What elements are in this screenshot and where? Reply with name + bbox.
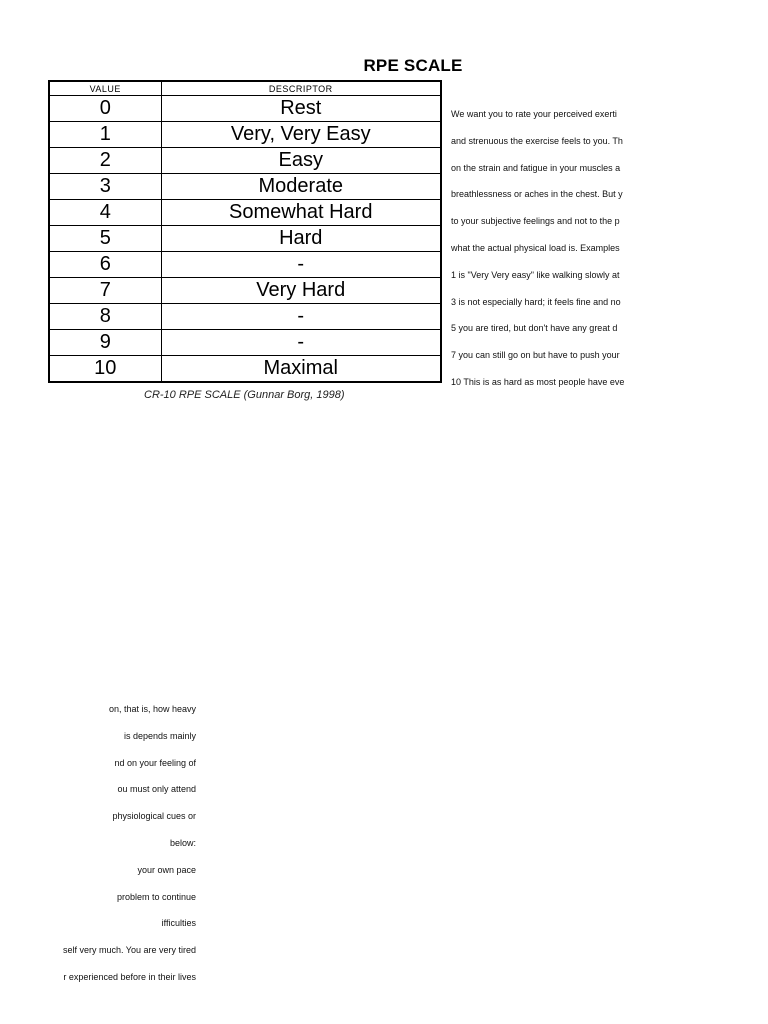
- instruction-line: breathlessness or aches in the chest. But y: [451, 189, 623, 200]
- table-row: [49, 278, 441, 304]
- rpe-table: [48, 80, 442, 383]
- instruction-line: ifficulties: [161, 918, 196, 929]
- descriptor-cell: -: [161, 304, 441, 330]
- table-row: [49, 304, 441, 330]
- instruction-line: 10 This is as hard as most people have eve: [451, 376, 625, 387]
- value-cell: 3: [49, 174, 161, 200]
- table-caption: CR-10 RPE SCALE (Gunnar Borg, 1998): [144, 389, 345, 401]
- value-cell: 7: [49, 278, 161, 304]
- table-row: [49, 148, 441, 174]
- instruction-line: is depends mainly: [123, 730, 196, 741]
- page-title: RPE SCALE: [363, 56, 463, 75]
- instruction-line: to your subjective feelings and not to the p: [451, 216, 620, 227]
- table-row: [49, 174, 441, 200]
- value-cell: 4: [49, 200, 161, 226]
- descriptor-cell: Easy: [161, 148, 441, 174]
- instruction-line: 1 is "Very Very easy" like walking slowly at: [451, 269, 620, 280]
- instruction-line: on, that is, how heavy: [108, 704, 196, 714]
- instruction-line: 3 is not especially hard; it feels fine and no: [451, 296, 621, 307]
- table-row: [49, 96, 441, 122]
- instruction-line: self very much. You are very tired: [62, 945, 196, 956]
- instruction-line: your own pace: [137, 864, 196, 875]
- instruction-line: ou must only attend: [117, 784, 196, 795]
- value-cell: 1: [49, 122, 161, 148]
- instruction-line: r experienced before in their lives: [63, 971, 196, 982]
- instruction-line: problem to continue: [116, 891, 196, 902]
- value-cell: 2: [49, 148, 161, 174]
- descriptor-cell: Maximal: [161, 356, 441, 383]
- instructions-left-column: [451, 108, 632, 403]
- instruction-line: We want you to rate your perceived exerti: [451, 109, 617, 119]
- value-cell: 6: [49, 252, 161, 278]
- instruction-line: 7 you can still go on but have to push your: [451, 350, 620, 361]
- instruction-line: physiological cues or: [112, 811, 196, 822]
- descriptor-cell: -: [161, 330, 441, 356]
- descriptor-cell: Very Hard: [161, 278, 441, 304]
- descriptor-cell: Rest: [161, 96, 441, 122]
- table-row: [49, 252, 441, 278]
- instruction-line: below:: [169, 837, 196, 848]
- table-row: [49, 356, 441, 383]
- table-row: [49, 226, 441, 252]
- descriptor-cell: Somewhat Hard: [161, 200, 441, 226]
- instruction-line: on the strain and fatigue in your muscles a: [451, 162, 621, 173]
- descriptor-cell: Hard: [161, 226, 441, 252]
- instructions-right-column: [0, 703, 196, 998]
- column-header-descriptor: DESCRIPTOR: [161, 81, 441, 96]
- instruction-line: and strenuous the exercise feels to you. Th: [451, 135, 623, 146]
- value-cell: 8: [49, 304, 161, 330]
- table-row: [49, 330, 441, 356]
- descriptor-cell: Moderate: [161, 174, 441, 200]
- instruction-line: nd on your feeling of: [114, 757, 196, 768]
- value-cell: 0: [49, 96, 161, 122]
- instruction-line: what the actual physical load is. Examples: [451, 242, 620, 253]
- value-cell: 9: [49, 330, 161, 356]
- table-row: [49, 200, 441, 226]
- descriptor-cell: -: [161, 252, 441, 278]
- value-cell: 10: [49, 356, 161, 383]
- descriptor-cell: Very, Very Easy: [161, 122, 441, 148]
- table-row: [49, 122, 441, 148]
- value-cell: 5: [49, 226, 161, 252]
- column-header-value: VALUE: [49, 81, 161, 96]
- instruction-line: 5 you are tired, but don't have any great d: [451, 323, 618, 334]
